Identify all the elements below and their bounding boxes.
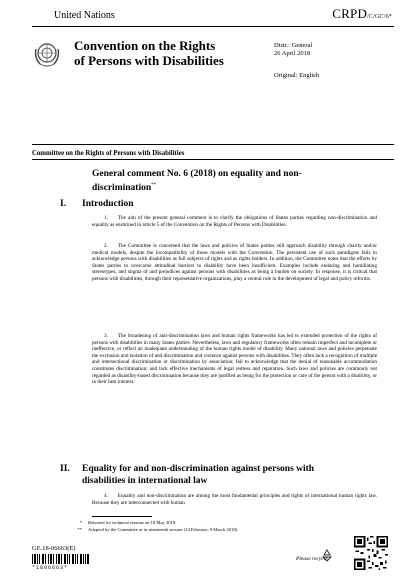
original-language: Original: English (274, 72, 319, 79)
symbol-main: CRPD (332, 6, 368, 21)
footnote-text: Adopted by the Committee at its nineteenth session (14 February–9 March 2018). (88, 527, 239, 532)
footnote-rule (92, 516, 152, 517)
paragraph-text: Equality and non-discrimination are among the most fundamental principles and rights of international human rights law. Because they are interconnected with human (92, 493, 377, 506)
paragraph-2 (92, 243, 377, 283)
gc-title-line-2: discrimination (92, 183, 152, 194)
paragraph-text: The broadening of anti-discrimination laws and human rights frameworks has led to extended protection of the rights of persons with disabilities in many States parties. Nevertheless, laws and regulatory frameworks often remain imperfect and incomplete or ineffective, or reflect an inadequate understanding of the human rights model of disability. Many national laws and policies perpetuate the exclusion and isolation of and discrimination and violence against persons with disabilities. They often lack a recognition of multiple and intersectional discrimination or discrimination by association; fail to acknowledge that the denial of reasonable accommodation constitutes discrimination; and lack effective mechanisms of legal redress and reparation. Such laws and policies are commonly not regarded as disability-based discrimination because they are justified as being for the protection or care of the person with a disability, or in their best interest. (92, 333, 377, 386)
paragraph-number: 3. (104, 333, 108, 339)
paragraph-number: 1. (104, 215, 108, 221)
paragraph-3 (92, 333, 377, 386)
header-rule (32, 26, 394, 27)
recycle-icon (320, 548, 334, 562)
section-number: II. (60, 464, 70, 474)
qr-code-icon (354, 536, 388, 570)
un-emblem-icon (32, 39, 62, 69)
section-title (82, 463, 382, 487)
section-number: I. (60, 199, 67, 209)
document-symbol (332, 6, 392, 22)
section-title: Introduction (82, 199, 134, 209)
barcode-icon (32, 554, 90, 564)
organization-name: United Nations (54, 10, 115, 21)
date-text: 26 April 2018 (274, 50, 311, 57)
title-line-2: of Persons with Disabilities (74, 53, 224, 68)
distr-text: Distr.: General (274, 42, 313, 49)
committee-top-rule (32, 144, 394, 145)
symbol-suffix: /C/GC/6* (367, 14, 392, 20)
barcode-number: *1806663* (32, 565, 69, 571)
committee-bottom-rule (32, 159, 394, 160)
title-line-1: Convention on the Rights (74, 38, 216, 53)
gc-title-line-1: General comment No. 6 (2018) on equality and non- (92, 169, 302, 179)
section-title-line-2: disabilities in international law (82, 476, 208, 486)
footnote-mark: ** (77, 527, 82, 532)
document-job-number: GE.18-06663(E) (32, 545, 76, 552)
paragraph-text: The aim of the present general comment is to clarify the obligations of States parties regarding non-discrimination and equality as enshrined in article 5 of the Convention on the Rights of Persons with Disabilities. (92, 215, 377, 228)
paragraph-1 (92, 215, 377, 228)
section-title-line-1: Equality for and non-discrimination against persons with (82, 464, 315, 474)
gc-title-footnote-mark: ** (151, 183, 157, 188)
distribution-info (274, 42, 312, 58)
footnote-text: Reissued for technical reasons on 18 May 2018. (88, 520, 177, 525)
footnote-1 (60, 520, 176, 526)
footnote-2 (60, 527, 238, 533)
paragraph-4 (92, 493, 377, 506)
committee-name: Committee on the Rights of Persons with Disabilities (32, 150, 185, 157)
paragraph-number: 4. (104, 493, 108, 499)
paragraph-number: 2. (104, 243, 108, 249)
convention-title (74, 38, 254, 68)
footnote-mark: * (79, 520, 82, 525)
please-recycle-text: Please recycle (296, 556, 328, 562)
general-comment-title (92, 168, 372, 194)
paragraph-text: The Committee is concerned that the laws and policies of States parties still approach disability through charity and/or medical models, despite the incompatibility of those models with the Convention. The persistent use of such paradigms fails to acknowledge persons with disabilities as full subjects of rights and as rights holders. In addition, the Committee notes that the efforts by States parties to overcome attitudinal barriers to disability have been insufficient. Examples include enduring and humiliating stereotypes, and stigma of and prejudices against persons with disabilities as being a burden on society. In response, it is critical that persons with disabilities, through their representative organizations, play a central role in the development of legal and policy reforms. (92, 243, 377, 282)
